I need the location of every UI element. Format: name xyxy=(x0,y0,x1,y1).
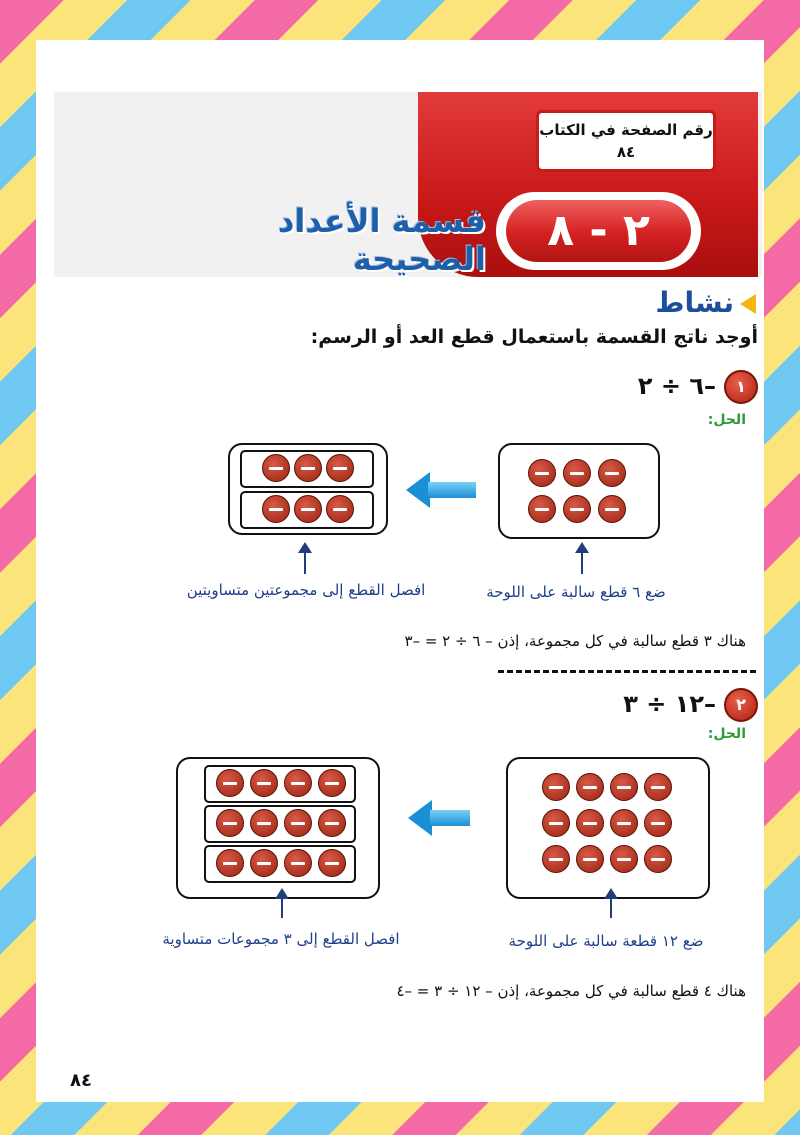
activity-label: نشاط xyxy=(655,286,734,319)
negative-counter xyxy=(326,495,354,523)
counter-mat-before xyxy=(506,757,710,899)
negative-counter xyxy=(262,454,290,482)
negative-counter xyxy=(598,459,626,487)
negative-counter xyxy=(216,769,244,797)
negative-counter xyxy=(563,495,591,523)
counter-group xyxy=(240,491,374,529)
negative-counter xyxy=(250,849,278,877)
negative-counter xyxy=(576,845,604,873)
negative-counter xyxy=(528,495,556,523)
counter-group xyxy=(204,805,356,843)
negative-counter xyxy=(284,769,312,797)
up-arrow-icon xyxy=(581,544,583,574)
negative-counter xyxy=(250,769,278,797)
up-arrow-icon xyxy=(281,890,283,918)
negative-counter xyxy=(284,849,312,877)
negative-counter xyxy=(610,773,638,801)
negative-counter xyxy=(576,809,604,837)
negative-counter xyxy=(542,773,570,801)
negative-counter xyxy=(598,495,626,523)
negative-counter xyxy=(294,495,322,523)
activity-heading xyxy=(596,286,756,319)
counter-mat-after xyxy=(228,443,388,535)
negative-counter xyxy=(318,849,346,877)
lesson-number: ٢ - ٨ xyxy=(506,200,691,262)
problem-1-expression xyxy=(536,370,758,404)
instruction-text: أوجد ناتج القسمة باستعمال قطع العد أو الرسم: xyxy=(310,326,758,348)
caption-separate-counters: افصل القطع إلى مجموعتين متساويتين xyxy=(186,581,426,599)
negative-counter xyxy=(576,773,604,801)
book-page-number: ٨٤ xyxy=(616,143,636,161)
negative-counter xyxy=(610,809,638,837)
negative-counter xyxy=(563,459,591,487)
negative-counter xyxy=(528,459,556,487)
counter-group xyxy=(204,845,356,883)
counter-mat-before xyxy=(498,443,660,539)
up-arrow-icon xyxy=(610,890,612,918)
problem-2-expression xyxy=(536,688,758,722)
problem-text: –١٢ ÷ ٣ xyxy=(623,690,716,718)
counter-mat-after xyxy=(176,757,380,899)
caption-place-counters: ضع ٦ قطع سالبة على اللوحة xyxy=(486,583,666,601)
negative-counter xyxy=(610,845,638,873)
negative-counter xyxy=(284,809,312,837)
negative-counter xyxy=(216,809,244,837)
problem-number-badge: ١ xyxy=(724,370,758,404)
dashed-divider xyxy=(498,670,756,673)
negative-counter xyxy=(644,809,672,837)
negative-counter xyxy=(262,495,290,523)
lesson-title: قسمة الأعداد الصحيحة xyxy=(277,202,486,278)
page-number: ٨٤ xyxy=(70,1070,92,1091)
page xyxy=(36,40,764,1102)
negative-counter xyxy=(216,849,244,877)
caption-place-counters: ضع ١٢ قطعة سالبة على اللوحة xyxy=(508,932,704,950)
solution-label: الحل: xyxy=(707,412,746,428)
problem-text: –٦ ÷ ٢ xyxy=(637,372,716,400)
negative-counter xyxy=(294,454,322,482)
counter-group xyxy=(240,450,374,488)
negative-counter xyxy=(326,454,354,482)
result-sentence: هناك ٤ قطع سالبة في كل مجموعة، إذن – ١٢ ÷ ٣ = –٤ xyxy=(396,982,746,1000)
negative-counter xyxy=(542,845,570,873)
caption-separate-counters: افصل القطع إلى ٣ مجموعات متساوية xyxy=(162,930,400,948)
left-arrow-icon xyxy=(406,482,476,498)
book-page-label: رقم الصفحة في الكتاب xyxy=(539,121,713,139)
negative-counter xyxy=(318,769,346,797)
negative-counter xyxy=(644,845,672,873)
solution-label: الحل: xyxy=(707,726,746,742)
problem-number-badge: ٢ xyxy=(724,688,758,722)
result-sentence: هناك ٣ قطع سالبة في كل مجموعة، إذن – ٦ ÷ ٢ = –٣ xyxy=(404,632,746,650)
triangle-marker-icon xyxy=(740,294,756,314)
counter-group xyxy=(204,765,356,803)
up-arrow-icon xyxy=(304,544,306,574)
negative-counter xyxy=(250,809,278,837)
book-page-reference-box xyxy=(536,110,716,172)
negative-counter xyxy=(542,809,570,837)
negative-counter xyxy=(318,809,346,837)
left-arrow-icon xyxy=(408,810,470,826)
negative-counter xyxy=(644,773,672,801)
